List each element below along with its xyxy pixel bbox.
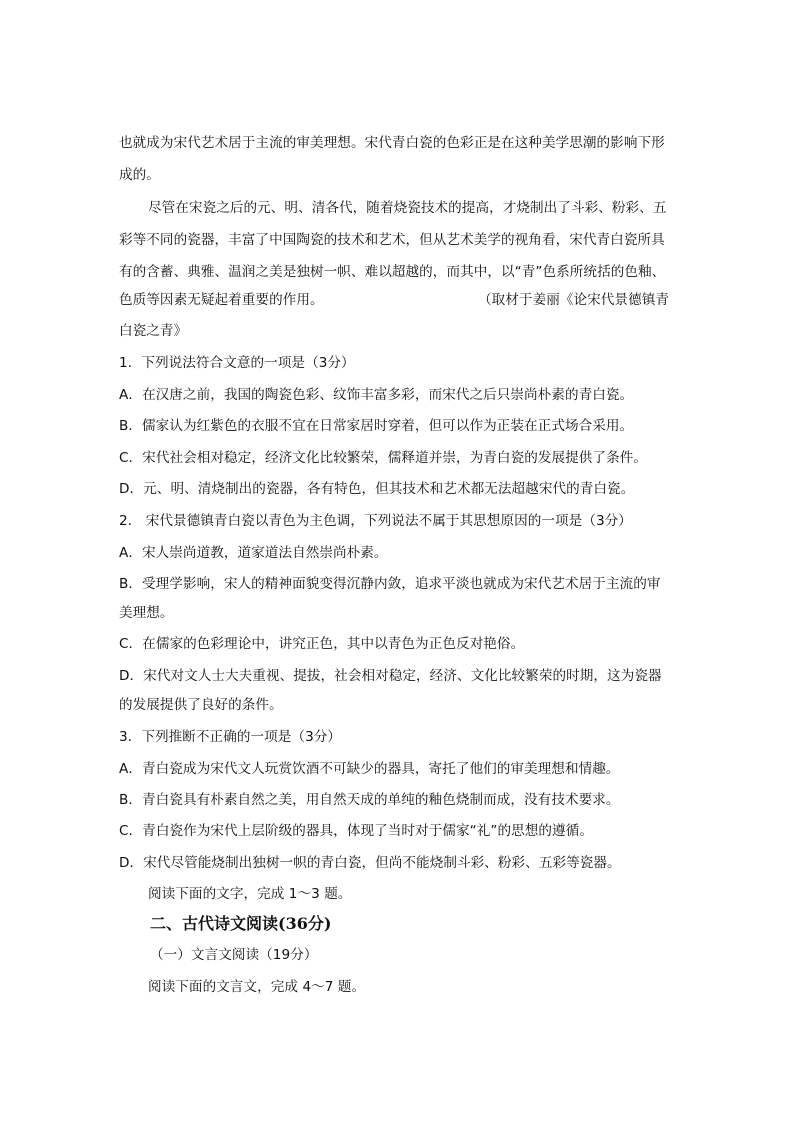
question-2-option-c: C．在儒家的色彩理论中，讲究正色，其中以青色为正色反对艳俗。 (119, 636, 525, 652)
question-3: 3．下列推断不正确的一项是（3分） (119, 729, 342, 745)
paragraph-line: 彩等不同的瓷器，丰富了中国陶瓷的技术和艺术，但从艺术美学的视角看，宋代青白瓷所具 (119, 232, 665, 248)
paragraph-line: 色质等因素无疑起着重要的作用。 (119, 292, 324, 308)
source-citation: （取材于姜丽《论宋代景德镇青 (478, 292, 670, 308)
question-1-option-c: C．宋代社会相对稳定，经济文化比较繁荣，儒释道并崇，为青白瓷的发展提供了条件。 (119, 450, 648, 466)
question-1-option-b: B．儒家认为红紫色的衣服不宜在日常家居时穿着，但可以作为正装在正式场合采用。 (119, 418, 634, 434)
paragraph-line: 成的。 (119, 167, 160, 183)
subsection-title: （一）文言文阅读（19分） (150, 947, 318, 963)
paragraph-line: 有的含蓄、典雅、温润之美是独树一帜、难以超越的，而其中，以“青”色系所统括的色釉、 (119, 264, 666, 280)
question-2: 2． 宋代景德镇青白瓷以青色为主色调，下列说法不属于其思想原因的一项是（3分） (119, 513, 632, 529)
paragraph-line: 也就成为宋代艺术居于主流的审美理想。宋代青白瓷的色彩正是在这种美学思潮的影响下形 (119, 135, 665, 151)
question-3-option-c: C．青白瓷作为宋代上层阶级的器具，体现了当时对于儒家“礼”的思想的遵循。 (119, 823, 593, 839)
question-3-option-d: D．宋代尽管能烧制出独树一帜的青白瓷，但尚不能烧制斗彩、粉彩、五彩等瓷器。 (119, 855, 621, 871)
question-2-option-b: B．受理学影响，宋人的精神面貌变得沉静内敛，追求平淡也就成为宋代艺术居于主流的审 (119, 576, 661, 592)
question-2-option-d: D．宋代对文人士大夫重视、提拔，社会相对稳定，经济、文化比较繁荣的时期，这为瓷器 (119, 668, 662, 684)
question-2-option-a: A．宋人崇尚道教，道家道法自然崇尚朴素。 (119, 545, 388, 561)
question-2-option-b-cont: 美理想。 (119, 605, 174, 621)
source-citation-end: 白瓷之青》 (119, 323, 188, 339)
question-1-option-a: A．在汉唐之前，我国的陶瓷色彩、纹饰丰富多彩，而宋代之后只崇尚朴素的青白瓷。 (119, 387, 634, 403)
question-1: 1．下列说法符合文意的一项是（3分） (119, 355, 355, 371)
question-1-option-d: D．元、明、清烧制出的瓷器，各有特色，但其技术和艺术都无法超越宋代的青白瓷。 (119, 481, 635, 497)
classical-instruction: 阅读下面的文言文，完成 4～7 题。 (148, 979, 366, 995)
question-3-option-b: B．青白瓷具有朴素自然之美，用自然天成的单纯的釉色烧制而成，没有技术要求。 (119, 792, 620, 808)
section-heading: 二、古代诗文阅读(36分) (150, 914, 332, 933)
question-2-option-d-cont: 的发展提供了良好的条件。 (119, 697, 283, 713)
question-3-option-a: A．青白瓷成为宋代文人玩赏饮酒不可缺少的器具，寄托了他们的审美理想和情趣。 (119, 761, 620, 777)
reading-instruction: 阅读下面的文字，完成 1～3 题。 (148, 886, 352, 902)
paragraph-line: 尽管在宋瓷之后的元、明、清各代，随着烧瓷技术的提高，才烧制出了斗彩、粉彩、五 (148, 200, 667, 216)
